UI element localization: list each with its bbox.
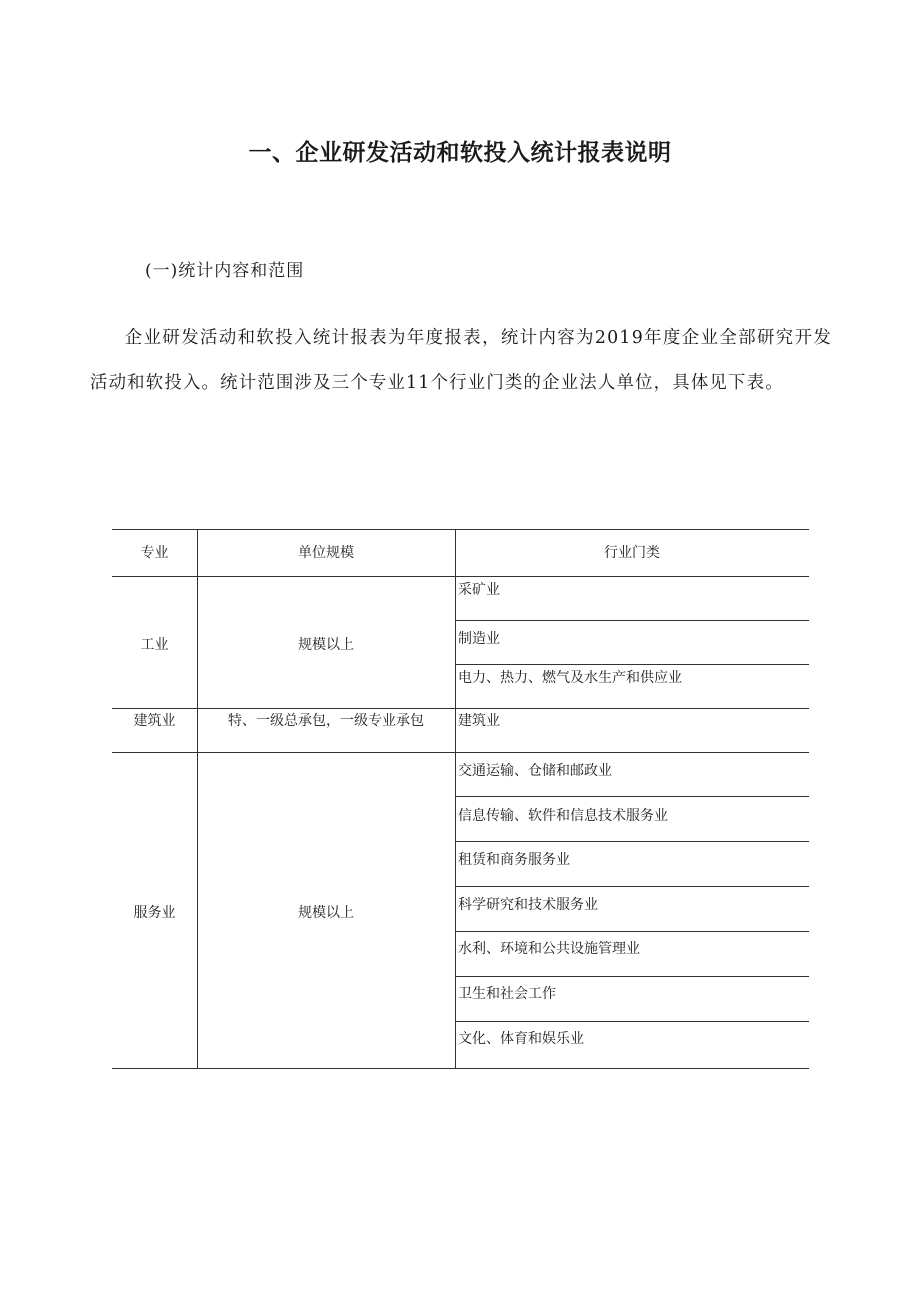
document-title: 一、企业研发活动和软投入统计报表说明: [248, 140, 672, 166]
scale-cell: 规模以上: [298, 905, 354, 921]
industry-cell: 科学研究和技术服务业: [458, 897, 598, 913]
industry-cell: 建筑业: [458, 713, 500, 729]
group-rule: [112, 708, 809, 709]
industry-cell: 文化、体育和娱乐业: [458, 1031, 584, 1047]
row-rule: [455, 976, 809, 977]
header-rule: [112, 576, 809, 577]
industry-cell: 水利、环境和公共设施管理业: [458, 941, 640, 957]
row-rule: [455, 1021, 809, 1022]
industry-cell: 电力、热力、燃气及水生产和供应业: [458, 670, 682, 686]
row-rule: [455, 931, 809, 932]
scale-cell: 规模以上: [298, 637, 354, 653]
specialty-cell: 服务业: [133, 905, 176, 921]
section-heading: (一)统计内容和范围: [145, 261, 305, 281]
header-industry: 行业门类: [604, 545, 660, 561]
row-rule: [455, 841, 809, 842]
industry-scope-table: [112, 529, 809, 1069]
group-rule: [112, 752, 809, 753]
industry-cell: 租赁和商务服务业: [458, 852, 570, 868]
row-rule: [455, 796, 809, 797]
row-rule: [455, 664, 809, 665]
column-divider: [197, 530, 198, 1068]
row-rule: [455, 886, 809, 887]
header-specialty: 专业: [140, 545, 169, 561]
body-paragraph: 企业研发活动和软投入统计报表为年度报表，统计内容为2019年度企业全部研究开发活动和软投入。统计范围涉及三个专业11个行业门类的企业法人单位，具体见下表。: [90, 328, 832, 393]
row-rule: [455, 620, 809, 621]
industry-cell: 制造业: [458, 631, 500, 647]
scale-cell: 特、一级总承包，一级专业承包: [228, 713, 424, 729]
specialty-cell: 建筑业: [133, 713, 176, 729]
industry-cell: 交通运输、仓储和邮政业: [458, 763, 612, 779]
header-scale: 单位规模: [298, 545, 354, 561]
industry-cell: 卫生和社会工作: [458, 986, 556, 1002]
specialty-cell: 工业: [140, 637, 169, 653]
industry-cell: 采矿业: [458, 582, 500, 598]
column-divider: [455, 530, 456, 1068]
industry-cell: 信息传输、软件和信息技术服务业: [458, 808, 668, 824]
